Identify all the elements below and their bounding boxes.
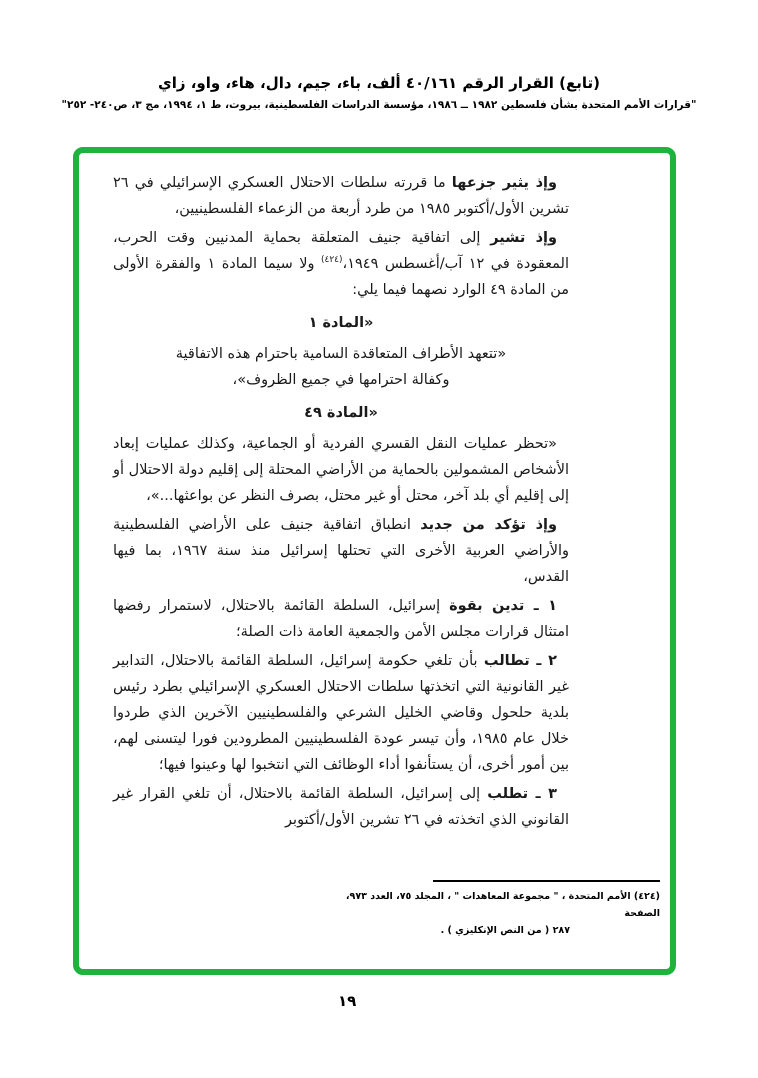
operative-paragraph-2 <box>113 648 569 778</box>
paragraph-lead: ٣ ـ تطلب <box>487 786 557 802</box>
footnote-reference-mark: (٤٢٤) <box>320 255 343 266</box>
paragraph-lead: ١ ـ تدين بقوة <box>449 598 557 614</box>
article-1-heading: «المادة ١ <box>308 315 374 331</box>
footnote-separator-rule <box>433 880 660 882</box>
article-49-heading: «المادة ٤٩ <box>304 405 378 421</box>
paragraph-text: إلى اتفاقية جنيف المتعلقة بحماية المدنيين وقت الحرب، المعقودة في ١٢ آب/أغسطس ١٩٤٩، <box>113 230 569 272</box>
paragraph-text: ولا سيما المادة ١ والفقرة الأولى من المادة ٤٩ الوارد نصهما فيما يلي: <box>113 256 569 298</box>
resolution-body <box>113 170 569 836</box>
paragraph-text: انطباق اتفاقية جنيف على الأراضي الفلسطينية والأراضي العربية الأخرى التي تحتلها إسرائيل منذ سنة ١٩٦٧، بما فيها القدس، <box>113 517 569 585</box>
paragraph-text: ما قررته سلطات الاحتلال العسكري الإسرائيلي في ٢٦ تشرين الأول/أكتوبر ١٩٨٥ من طرد أربعة من الزعماء الفلسطينيين، <box>113 175 569 217</box>
footnote-block <box>328 880 660 939</box>
footnote-line-1: (٤٢٤) الأمم المتحدة ، " مجموعة المعاهدات " ، المجلد ٧٥، العدد ٩٧٣، الصفحة <box>345 891 660 919</box>
paragraph-lead: وإذ يثير جزعها <box>451 175 557 191</box>
page-number: ١٩ <box>338 992 357 1010</box>
quote-line: «تتعهد الأطراف المتعاقدة السامية باحترام هذه الاتفاقية <box>175 346 507 362</box>
paragraph-lead: ٢ ـ تطالب <box>483 653 557 669</box>
paragraph-text: إلى إسرائيل، السلطة القائمة بالاحتلال، أن تلغي القرار غير القانوني الذي اتخذته في ٢٦ تشرين الأول/أكتوبر <box>113 786 569 828</box>
source-citation: "قرارات الأمم المتحدة بشأن فلسطين ١٩٨٢ ــ ١٩٨٦، مؤسسة الدراسات الفلسطينية، بيروت، ط ١، ١٩٩٤، مج ٣، ص٢٤٠- ٢٥٢" <box>61 99 697 111</box>
preambular-paragraph-reaffirming <box>113 512 569 590</box>
footnote-line-2: ٢٨٧ ( من النص الإنكليزي ) . <box>440 925 570 936</box>
preambular-paragraph-recalling <box>113 225 569 303</box>
paragraph-text: بأن تلغي حكومة إسرائيل، السلطة القائمة بالاحتلال، التدابير غير القانونية التي اتخذتها سلطات الاحتلال العسكري الإسرائيلي بطرد رئيس بلدية حلحول وقاضي الخليل الشرعي والفلسطينيين الآخرين الذي طردوا خلال عام ١٩٨٥، وأن تيسر عودة الفلسطينيين المطرودين فورا ليتسنى لهم، بين أمور أخرى، أن يستأنفوا أداء الوظائف التي انتخبوا لها وعينوا فيها؛ <box>113 653 569 773</box>
resolution-title: (تابع) القرار الرقم ٤٠/١٦١ ألف، باء، جيم، دال، هاء، واو، زاي <box>157 74 601 92</box>
page-header <box>0 72 758 112</box>
paragraph-text: إسرائيل، السلطة القائمة بالاحتلال، لاستمرار رفضها امتثال قرارات مجلس الأمن والجمعية العامة ذات الصلة؛ <box>113 598 569 640</box>
operative-paragraph-3 <box>113 781 569 833</box>
preambular-paragraph-alarmed <box>113 170 569 222</box>
operative-paragraph-1 <box>113 593 569 645</box>
paragraph-lead: وإذ تشير <box>490 230 557 246</box>
article-49-quote: «تحظر عمليات النقل القسري الفردية أو الجماعية، وكذلك عمليات إبعاد الأشخاص المشمولين بالحماية من الأراضي المحتلة إلى إقليم دولة الاحتلال أو إلى إقليم أي بلد آخر، محتل أو غير محتل، بصرف النظر عن بواعثها...»، <box>113 436 569 504</box>
article-1-quote <box>113 341 569 393</box>
paragraph-lead: وإذ تؤكد من جديد <box>420 517 558 533</box>
quote-line: وكفالة احترامها في جميع الظروف»، <box>232 372 450 388</box>
